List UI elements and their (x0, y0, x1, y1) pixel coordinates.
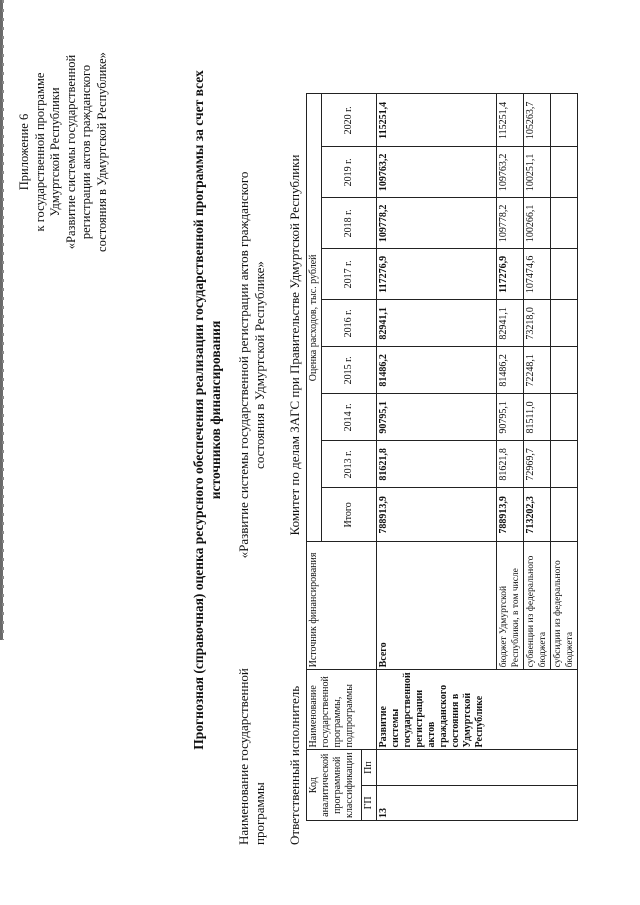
value-cell (551, 347, 578, 394)
total-cell: 788913,9 (377, 488, 497, 542)
value-cell: 109778,2 (377, 198, 497, 249)
program-pp-code (377, 750, 578, 785)
value-cell: 72969,7 (524, 441, 551, 488)
header-year: 2016 г. (322, 300, 377, 347)
program-name-line (236, 65, 268, 845)
document-title (190, 65, 224, 755)
value-cell: 81511,0 (524, 394, 551, 441)
value-cell: 81486,2 (497, 347, 524, 394)
value-cell: 72248,1 (524, 347, 551, 394)
header-year: 2013 г. (322, 441, 377, 488)
appendix-line: регистрации актов гражданского (79, 64, 94, 240)
source-cell: субвенции из федерального бюджета (524, 542, 551, 670)
header-estimate: Оценка расходов, тыс. рублей (307, 94, 322, 542)
value-cell: 105263,7 (524, 94, 551, 147)
program-label: Наименование государственной программы (236, 668, 267, 845)
appendix-block (17, 17, 111, 287)
source-cell: Всего (377, 542, 497, 670)
value-cell: 81486,2 (377, 347, 497, 394)
value-cell: 73218,0 (524, 300, 551, 347)
appendix-line: Удмуртской Республики (48, 87, 63, 217)
appendix-line: состояния в Удмуртской Республике» (94, 52, 109, 252)
header-year: 2017 г. (322, 249, 377, 300)
value-cell: 115251,4 (377, 94, 497, 147)
value-cell (551, 94, 578, 147)
program-value-line-1: «Развитие системы государственной регистрации актов гражданского (236, 171, 251, 559)
value-cell: 81621,8 (377, 441, 497, 488)
header-source: Источник финансирования (307, 542, 377, 670)
value-cell: 109763,2 (377, 147, 497, 198)
value-cell: 82941,1 (497, 300, 524, 347)
value-cell: 90795,1 (377, 394, 497, 441)
header-row-1 (307, 94, 322, 821)
header-name: Наименование государственной программы, подпрограммы (307, 670, 377, 750)
source-cell: субсидии из федерального бюджета (551, 542, 578, 670)
header-pp: Пп (362, 750, 377, 785)
value-cell (551, 441, 578, 488)
header-code: Код аналитической программной классификации (307, 750, 362, 821)
value-cell: 109778,2 (497, 198, 524, 249)
total-cell: 713202,3 (524, 488, 551, 542)
title-line-1: Прогнозная (справочная) оценка ресурсного обеспечения реализации государственной программы за счет всех (191, 70, 206, 750)
header-year: 2019 г. (322, 147, 377, 198)
value-cell (551, 147, 578, 198)
value-cell: 81621,8 (497, 441, 524, 488)
value-cell: 117276,9 (377, 249, 497, 300)
header-year: 2014 г. (322, 394, 377, 441)
value-cell: 100266,1 (524, 198, 551, 249)
program-gp-code: 13 (377, 785, 578, 820)
value-cell: 90795,1 (497, 394, 524, 441)
value-cell: 107474,6 (524, 249, 551, 300)
value-cell: 115251,4 (497, 94, 524, 147)
executor-label: Ответственный исполнитель (287, 685, 302, 845)
financing-table (306, 93, 578, 821)
header-year: 2020 г. (322, 94, 377, 147)
appendix-line: к государственной программе (32, 72, 47, 232)
value-cell: 82941,1 (377, 300, 497, 347)
program-value-line-2: состояния в Удмуртской Республике» (252, 261, 267, 469)
header-total: Итого (322, 488, 377, 542)
total-cell: 788913,9 (497, 488, 524, 542)
header-year: 2018 г. (322, 198, 377, 249)
value-cell (551, 300, 578, 347)
appendix-line: Приложение 6 (17, 113, 31, 191)
header-year: 2015 г. (322, 347, 377, 394)
value-cell (551, 198, 578, 249)
title-line-2: источников финансирования (208, 320, 223, 500)
value-cell: 100251,1 (524, 147, 551, 198)
value-cell: 117276,9 (497, 249, 524, 300)
appendix-line: «Развитие системы государственной (63, 54, 78, 250)
executor-line (287, 45, 303, 845)
header-gp: ГП (362, 785, 377, 820)
table-row (377, 94, 497, 821)
value-cell (551, 249, 578, 300)
program-name-cell: Развитие системы государственной регистрации актов гражданского состояния в Удмуртской Республике (377, 670, 578, 750)
executor-value: Комитет по делам ЗАГС при Правительстве Удмуртской Республики (287, 154, 302, 536)
value-cell (551, 394, 578, 441)
source-cell: бюджет Удмуртской Республики, в том числе (497, 542, 524, 670)
value-cell: 109763,2 (497, 147, 524, 198)
program-value (236, 75, 268, 655)
total-cell (551, 488, 578, 542)
